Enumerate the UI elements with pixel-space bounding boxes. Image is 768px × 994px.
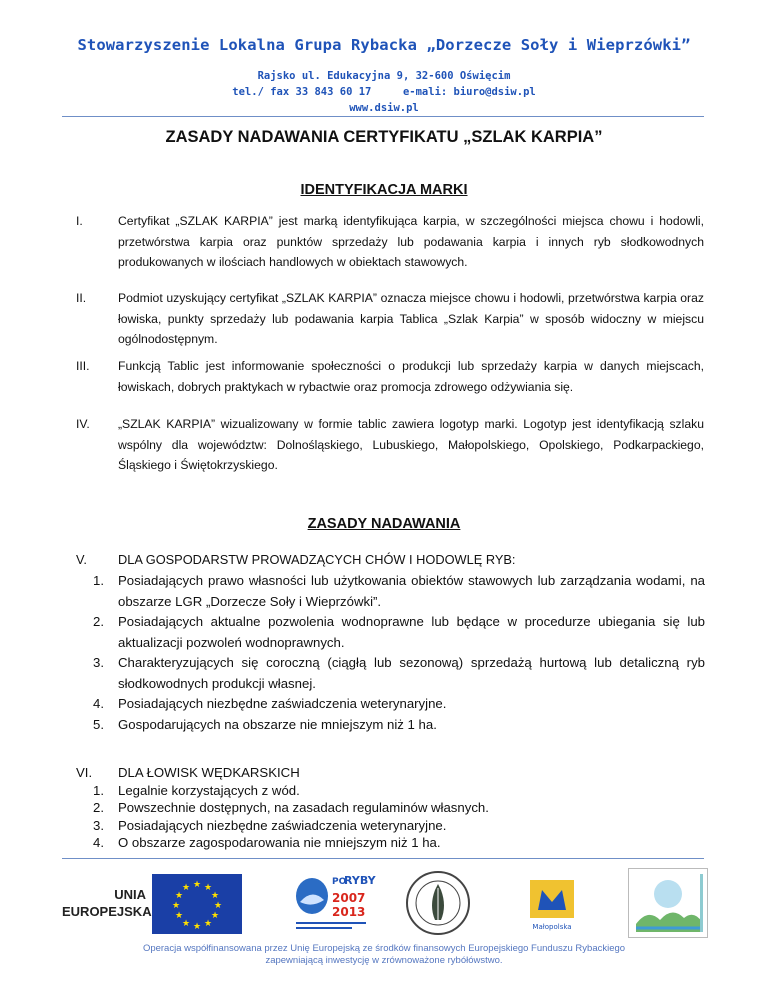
item-number: 4. <box>93 696 104 711</box>
cofinancing-footer <box>0 943 768 966</box>
lgr-landscape-logo-icon <box>628 868 708 938</box>
section-heading-identyfikacja: IDENTYFIKACJA MARKI <box>300 182 468 198</box>
item-number: 1. <box>93 782 104 798</box>
footer-line-1: Operacja współfinansowana przez Unię Europejską ze środków finansowych Europejskiego Funduszu Rybackiego <box>142 943 626 954</box>
list-item <box>93 571 705 612</box>
item-number: 3. <box>93 655 104 670</box>
item-number: 2. <box>93 800 104 815</box>
item-number: 3. <box>93 817 104 833</box>
ministry-seal-icon <box>405 870 471 936</box>
po-ryby-year1-text: 2007 <box>332 891 366 905</box>
eu-flag-icon <box>152 874 242 934</box>
header-divider <box>62 116 704 117</box>
po-ryby-logo-icon <box>292 872 376 934</box>
subsection-title-gospodarstwa <box>76 552 515 567</box>
list-item <box>76 288 704 350</box>
list-item <box>76 414 704 476</box>
item-text: Gospodarujących na obszarze nie mniejszym niż 1 ha. <box>118 716 437 732</box>
item-text: Powszechnie dostępnych, na zasadach regulaminów własnych. <box>118 800 489 815</box>
list-item <box>76 782 696 800</box>
po-ryby-name-text: RYBY <box>344 874 376 887</box>
list-item <box>76 817 696 835</box>
letterhead <box>0 0 768 116</box>
section-heading-zasady: ZASADY NADAWANIA <box>307 516 461 532</box>
organization-website[interactable]: www.dsiw.pl <box>349 102 419 114</box>
document-title: ZASADY NADAWANIA CERTYFIKATU „SZLAK KARPIA” <box>165 128 603 146</box>
svg-text:★: ★ <box>210 891 220 901</box>
list-item <box>76 799 696 817</box>
item-number: 4. <box>93 835 104 850</box>
list-item <box>76 211 704 273</box>
svg-text:★: ★ <box>203 883 213 893</box>
organization-contact: tel./ fax 33 843 60 17 e-mali: biuro@dsiw.pl <box>232 86 536 98</box>
item-number: II. <box>76 291 87 305</box>
subsection-title-text: DLA GOSPODARSTW PROWADZĄCYCH CHÓW I HODOWLĘ RYB: <box>118 552 516 567</box>
svg-text:★: ★ <box>171 901 181 911</box>
item-text: O obszarze zagospodarowania nie mniejszym niż 1 ha. <box>118 835 441 850</box>
organization-address: Rajsko ul. Edukacyjna 9, 32-600 Oświęcim <box>257 70 511 82</box>
item-text: Podmiot uzyskujący certyfikat „SZLAK KARPIA” oznacza miejsce chowu i hodowli, przetwórstwa karpia oraz łowiska, punkty sprzedaży lub podawania karpia Tablica „Szlak Karpia” w sposób widoczny w miejscu ogólnodostępnym. <box>118 291 704 346</box>
item-number: I. <box>76 214 83 228</box>
list-item <box>76 834 696 852</box>
svg-text:★: ★ <box>213 901 223 911</box>
malopolska-text: Małopolska <box>532 923 572 931</box>
svg-text:★: ★ <box>192 880 202 890</box>
svg-text:★: ★ <box>210 911 220 921</box>
list-item <box>93 653 705 694</box>
item-number: VI. <box>76 765 93 780</box>
item-number: V. <box>76 552 87 567</box>
list-item <box>93 612 705 653</box>
item-number: IV. <box>76 417 90 431</box>
organization-name: Stowarzyszenie Lokalna Grupa Rybacka „Dorzecze Soły i Wieprzówki” <box>77 36 691 54</box>
item-number: 5. <box>93 716 104 732</box>
po-ryby-year2-text: 2013 <box>332 905 366 919</box>
item-text: Charakteryzujących się coroczną (ciągłą lub sezonową) sprzedażą hurtową lub detaliczną ryb słodkowodnych produkcji własnej. <box>118 655 705 691</box>
subsection-title-text: DLA ŁOWISK WĘDKARSKICH <box>118 765 300 780</box>
footer-line-2: zapewniającą inwestycję w zrównoważone rybółówstwo. <box>265 954 503 966</box>
item-text: Posiadających niezbędne zaświadczenia weterynaryjne. <box>118 817 447 833</box>
po-ryby-po-text: PO <box>332 877 347 887</box>
item-text: Funkcją Tablic jest informowanie społeczności o produkcji lub sprzedaży karpia w danych miejscach, łowiskach, dobrych praktykach w rybactwie oraz promocja zdrowego odżywiania się. <box>118 359 704 394</box>
item-text: Posiadających niezbędne zaświadczenia weterynaryjne. <box>118 696 447 711</box>
list-item <box>93 715 705 736</box>
list-item <box>76 356 704 397</box>
sponsor-logos <box>0 868 768 938</box>
item-text: Certyfikat „SZLAK KARPIA” jest marką identyfikująca karpia, w szczególności miejsca chowu i hodowli, przetwórstwa karpia oraz punktów sprzedaży lub podawania karpia i innych ryb słodkowodnych produkowanych w ilościach handlowych w obiektach stawowych. <box>118 214 704 269</box>
item-number: 1. <box>93 573 104 588</box>
numbered-list-gospodarstwa <box>93 571 705 735</box>
item-number: 2. <box>93 614 104 629</box>
eu-logo-line2: EUROPEJSKA <box>62 904 152 919</box>
svg-text:★: ★ <box>181 883 191 893</box>
eu-logo-line1: UNIA <box>114 887 146 902</box>
list-item <box>93 694 705 715</box>
item-number: III. <box>76 359 90 373</box>
svg-text:★: ★ <box>174 911 184 921</box>
item-text: Posiadających aktualne pozwolenia wodnoprawne lub będące w procedurze ubiegania się lub aktualizacji pozwoleń wodnoprawnych. <box>118 614 705 650</box>
eu-text-logo <box>62 886 152 920</box>
svg-text:★: ★ <box>203 919 213 929</box>
malopolska-logo-icon <box>528 880 576 932</box>
item-text: Legalnie korzystających z wód. <box>118 782 300 798</box>
subsection-title-lowiska <box>76 764 696 782</box>
item-text: „SZLAK KARPIA” wizualizowany w formie tablic zawiera logotyp marki. Logotyp jest identyfikacją szlaku wspólny dla województw: Dolnośląskiego, Lubuskiego, Małopolskiego, Opolskiego, Podkarpackiego, Śląskiego i Świętokrzyskiego. <box>118 417 704 472</box>
subsection-lowiska <box>76 764 696 852</box>
footer-divider <box>62 858 704 859</box>
svg-text:★: ★ <box>181 919 191 929</box>
item-text: Posiadających prawo własności lub użytkowania obiektów stawowych lub zarządzania wodami, na obszarze LGR „Dorzecze Soły i Wieprzówki”. <box>118 573 705 609</box>
svg-text:★: ★ <box>192 922 202 932</box>
svg-text:★: ★ <box>174 891 184 901</box>
